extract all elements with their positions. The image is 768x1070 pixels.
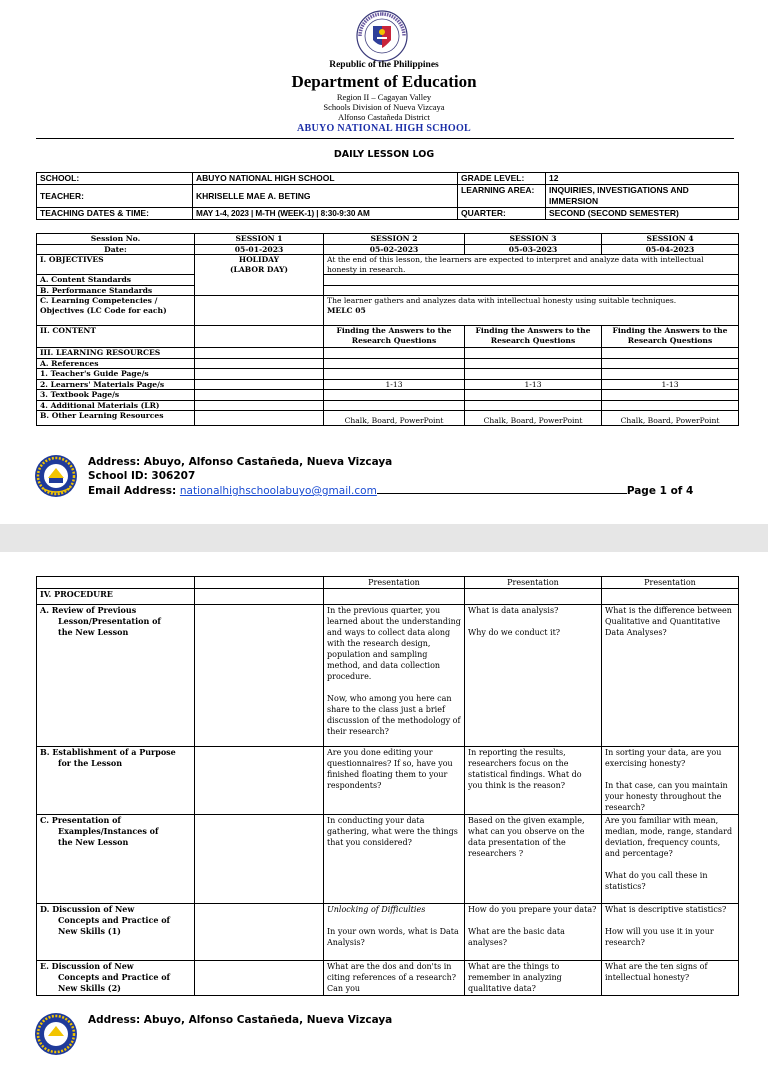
quarter-label: QUARTER: [458,208,546,220]
content-session-3: Finding the Answers to the Research Questions [465,326,602,348]
procedure-b-session-2: Are you done editing your questionnaires? If so, have you finished floating them to your respondents? [324,747,465,815]
quarter-value: SECOND (SECOND SEMESTER) [546,208,739,220]
procedure-d-session-4: What is descriptive statistics? How will you use it in your research? [602,904,739,961]
procedure-d-label: D. Discussion of New Concepts and Practice of New Skills (1) [37,904,195,961]
footer-text [88,455,693,498]
division-line: Schools Division of Nueva Vizcaya [323,102,445,112]
melc-code: MELC 05 [327,305,366,315]
session-1-date: 05-01-2023 [195,244,324,255]
competencies-cell [324,296,739,326]
page-1 [0,0,768,524]
grade-label: GRADE LEVEL: [458,173,546,185]
session-4-header: SESSION 4 [602,234,739,245]
teacher-value: KHRISELLE MAE A. BETING [193,185,458,208]
footer-2-text [88,1013,392,1027]
page-2 [0,552,768,1024]
procedure-e-session-3: What are the things to remember in analyzing qualitative data? [465,961,602,996]
session-2-date: 05-02-2023 [324,244,465,255]
presentation-session-4: Presentation [602,577,739,589]
procedure-b-session-4: In sorting your data, are you exercising honesty? In that case, can you maintain your honesty throughout the research? [602,747,739,815]
content-standards-label: A. Content Standards [37,275,195,286]
content-session-4: Finding the Answers to the Research Questions [602,326,739,348]
page-gap [0,524,768,552]
performance-standards-value [324,285,739,296]
additional-materials-label: 4. Additional Materials (LR) [37,400,195,411]
dates-value: MAY 1-4, 2023 | M-TH (WEEK-1) | 8:30-9:30 AM [193,208,458,220]
info-table [36,172,739,220]
textbook-label: 3. Textbook Page/s [37,390,195,401]
procedure-c-session-3: Based on the given example, what can you observe on the data presentation of the researchers ? [465,815,602,904]
procedure-a-session-4: What is the difference between Qualitative and Quantitative Data Analyses? [602,605,739,747]
school-logo-icon [34,1012,78,1056]
other-resources-session-3: Chalk, Board, PowerPoint [465,411,602,426]
grade-value: 12 [546,173,739,185]
procedure-label: IV. PROCEDURE [37,589,195,605]
deped-seal-icon [356,10,408,62]
presentation-session-2: Presentation [324,577,465,589]
competencies-session-1 [195,296,324,326]
procedure-b-session-3: In reporting the results, researchers focus on the statistical findings. What do you think is the reason? [465,747,602,815]
session-2-header: SESSION 2 [324,234,465,245]
footer-underline [377,483,627,494]
republic-line: Republic of the Philippines [329,60,439,70]
session-4-date: 05-04-2023 [602,244,739,255]
header-divider [36,138,734,139]
procedure-e-label: E. Discussion of New Concepts and Practice of New Skills (2) [37,961,195,996]
department-name: Department of Education [291,72,477,91]
performance-standards-label: B. Performance Standards [37,285,195,296]
procedure-e-session-4: What are the ten signs of intellectual honesty? [602,961,739,996]
other-resources-session-4: Chalk, Board, PowerPoint [602,411,739,426]
teachers-guide-label: 1. Teacher's Guide Page/s [37,369,195,380]
labor-day-text: (LABOR DAY) [229,264,289,274]
school-value: ABUYO NATIONAL HIGH SCHOOL [193,173,458,185]
dates-label: TEACHING DATES & TIME: [37,208,193,220]
school-logo-icon [34,454,78,498]
procedure-d-session-2: Unlocking of Difficulties In your own words, what is Data Analysis? [324,904,465,961]
learners-materials-label: 2. Learners' Materials Page/s [37,379,195,390]
footer-address: Address: Abuyo, Alfonso Castañeda, Nueva Vizcaya [88,456,393,468]
learning-area-label: LEARNING AREA: [458,185,546,208]
footer-email-line [88,483,693,498]
session-1-header: SESSION 1 [195,234,324,245]
page-1-footer [30,452,738,512]
date-label: Date: [37,244,195,255]
school-name-header: ABUYO NATIONAL HIGH SCHOOL [296,123,472,134]
presentation-session-3: Presentation [465,577,602,589]
content-label: II. CONTENT [37,326,195,348]
procedure-d-session-3: How do you prepare your data? What are the basic data analyses? [465,904,602,961]
procedure-c-label: C. Presentation of Examples/Instances of the New Lesson [37,815,195,904]
references-label: A. References [37,358,195,369]
session-no-label: Session No. [37,234,195,245]
footer-email-label: Email Address: [88,485,180,497]
objectives-text: At the end of this lesson, the learners are expected to interpret and analyze data with intellectual honesty in research. [324,255,739,275]
region-line: Region II – Cagayan Valley [336,92,432,102]
school-label: SCHOOL: [37,173,193,185]
session-3-header: SESSION 3 [465,234,602,245]
document-title: DAILY LESSON LOG [333,149,435,160]
procedure-c-session-2: In conducting your data gathering, what were the things that you considered? [324,815,465,904]
lm-pages-session-4: 1-13 [602,379,739,390]
competencies-text: The learner gathers and analyzes data with intellectual honesty using suitable techniques. [327,296,677,305]
session-3-date: 05-03-2023 [465,244,602,255]
footer-2-address: Address: Abuyo, Alfonso Castañeda, Nueva Vizcaya [88,1014,393,1026]
competencies-label: C. Learning Competencies / Objectives (LC Code for each) [37,296,195,326]
other-resources-label: B. Other Learning Resources [37,411,195,426]
procedure-a-label: A. Review of Previous Lesson/Presentation of the New Lesson [37,605,195,747]
learning-area-value: INQUIRIES, INVESTIGATIONS AND IMMERSION [546,185,739,208]
footer-school-id: School ID: 306207 [88,470,196,482]
lesson-log-table [36,233,739,426]
page-2-footer [30,1010,738,1070]
district-line: Alfonso Castañeda District [337,112,431,122]
footer-email-link[interactable]: nationalhighschoolabuyo@gmail.com [179,485,377,497]
lm-pages-session-3: 1-13 [465,379,602,390]
holiday-text: HOLIDAY [238,255,280,264]
objectives-label: I. OBJECTIVES [37,255,195,275]
footer-page-number: Page 1 of 4 [626,485,694,497]
procedure-b-label: B. Establishment of a Purpose for the Lesson [37,747,195,815]
content-standards-value [324,275,739,286]
procedure-a-session-3: What is data analysis? Why do we conduct it? [465,605,602,747]
resources-label: III. LEARNING RESOURCES [37,348,195,359]
lm-pages-session-2: 1-13 [324,379,465,390]
holiday-cell [195,255,324,296]
other-resources-session-2: Chalk, Board, PowerPoint [324,411,465,426]
procedure-c-session-4: Are you familiar with mean, median, mode, range, standard deviation, frequency counts, and percentage? What do you call these in statistics? [602,815,739,904]
procedure-table [36,576,739,996]
procedure-a-session-2: In the previous quarter, you learned about the understanding and ways to collect data along with the research design, population and sampling method, and data collection procedure. Now, who among you here can share to the class just a brief discussion of the methodology of their research? [324,605,465,747]
procedure-e-session-2: What are the dos and don'ts in citing references of a research? Can you [324,961,465,996]
content-session-2: Finding the Answers to the Research Questions [324,326,465,348]
content-session-1 [195,326,324,348]
teacher-label: TEACHER: [37,185,193,208]
